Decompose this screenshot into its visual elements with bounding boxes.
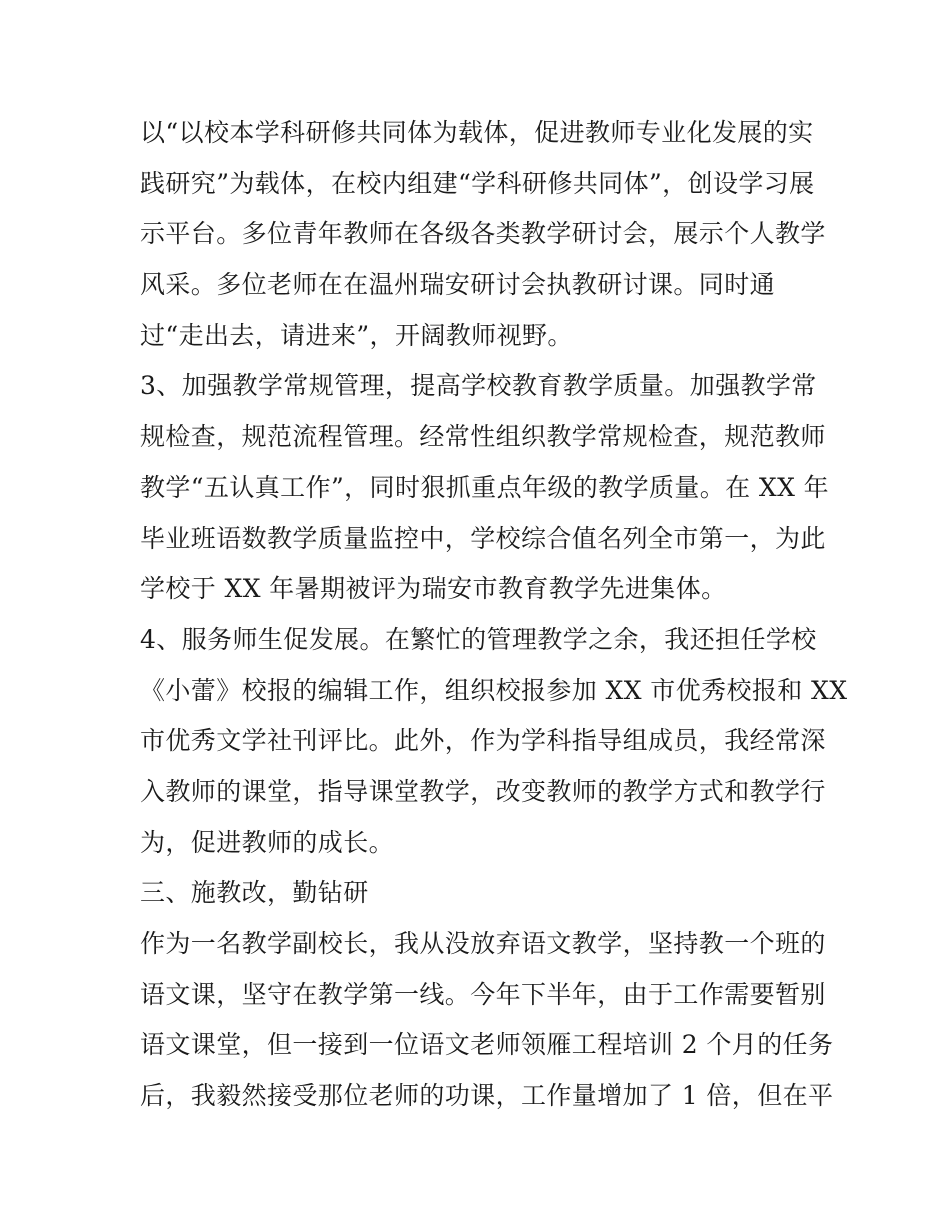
text-line: 3、加强教学常规管理，提高学校教育教学质量。加强教学常 xyxy=(140,371,817,401)
section-heading: 三、施教改，勤钻研 xyxy=(140,878,369,908)
text-line: 示平台。多位青年教师在各级各类教学研讨会，展示个人教学 xyxy=(140,219,826,249)
text-line: 后，我毅然接受那位老师的功课，工作量增加了 1 倍，但在平 xyxy=(140,1081,834,1111)
text-line: 4、服务师生促发展。在繁忙的管理教学之余，我还担任学校 xyxy=(140,624,817,654)
text-line: 语文课堂，但一接到一位语文老师领雁工程培训 2 个月的任务 xyxy=(140,1030,834,1060)
text-line: 为，促进教师的成长。 xyxy=(140,827,395,857)
text-line: 《小蕾》校报的编辑工作，组织校报参加 XX 市优秀校报和 XX xyxy=(140,675,848,705)
text-line: 践研究”为载体，在校内组建“学科研修共同体”，创设学习展 xyxy=(140,168,815,198)
text-line: 风采。多位老师在在温州瑞安研讨会执教研讨课。同时通 xyxy=(140,270,776,300)
text-line: 规检查，规范流程管理。经常性组织教学常规检查，规范教师 xyxy=(140,422,826,452)
text-line: 作为一名教学副校长，我从没放弃语文教学，坚持教一个班的 xyxy=(140,929,826,958)
text-line: 毕业班语数教学质量监控中，学校综合值名列全市第一，为此 xyxy=(140,523,826,553)
text-line: 过“走出去，请进来”，开阔教师视野。 xyxy=(140,320,573,350)
document-body xyxy=(140,108,848,1122)
text-line: 市优秀文学社刊评比。此外，作为学科指导组成员，我经常深 xyxy=(140,726,826,756)
text-line: 以“以校本学科研修共同体为载体，促进教师专业化发展的实 xyxy=(140,118,814,147)
text-line: 学校于 XX 年暑期被评为瑞安市教育教学先进集体。 xyxy=(140,574,727,604)
text-line: 语文课，坚守在教学第一线。今年下半年，由于工作需要暂别 xyxy=(140,979,826,1009)
text-line: 教学“五认真工作”，同时狠抓重点年级的教学质量。在 XX 年 xyxy=(140,472,830,502)
text-line: 入教师的课堂，指导课堂教学，改变教师的教学方式和教学行 xyxy=(140,776,826,806)
